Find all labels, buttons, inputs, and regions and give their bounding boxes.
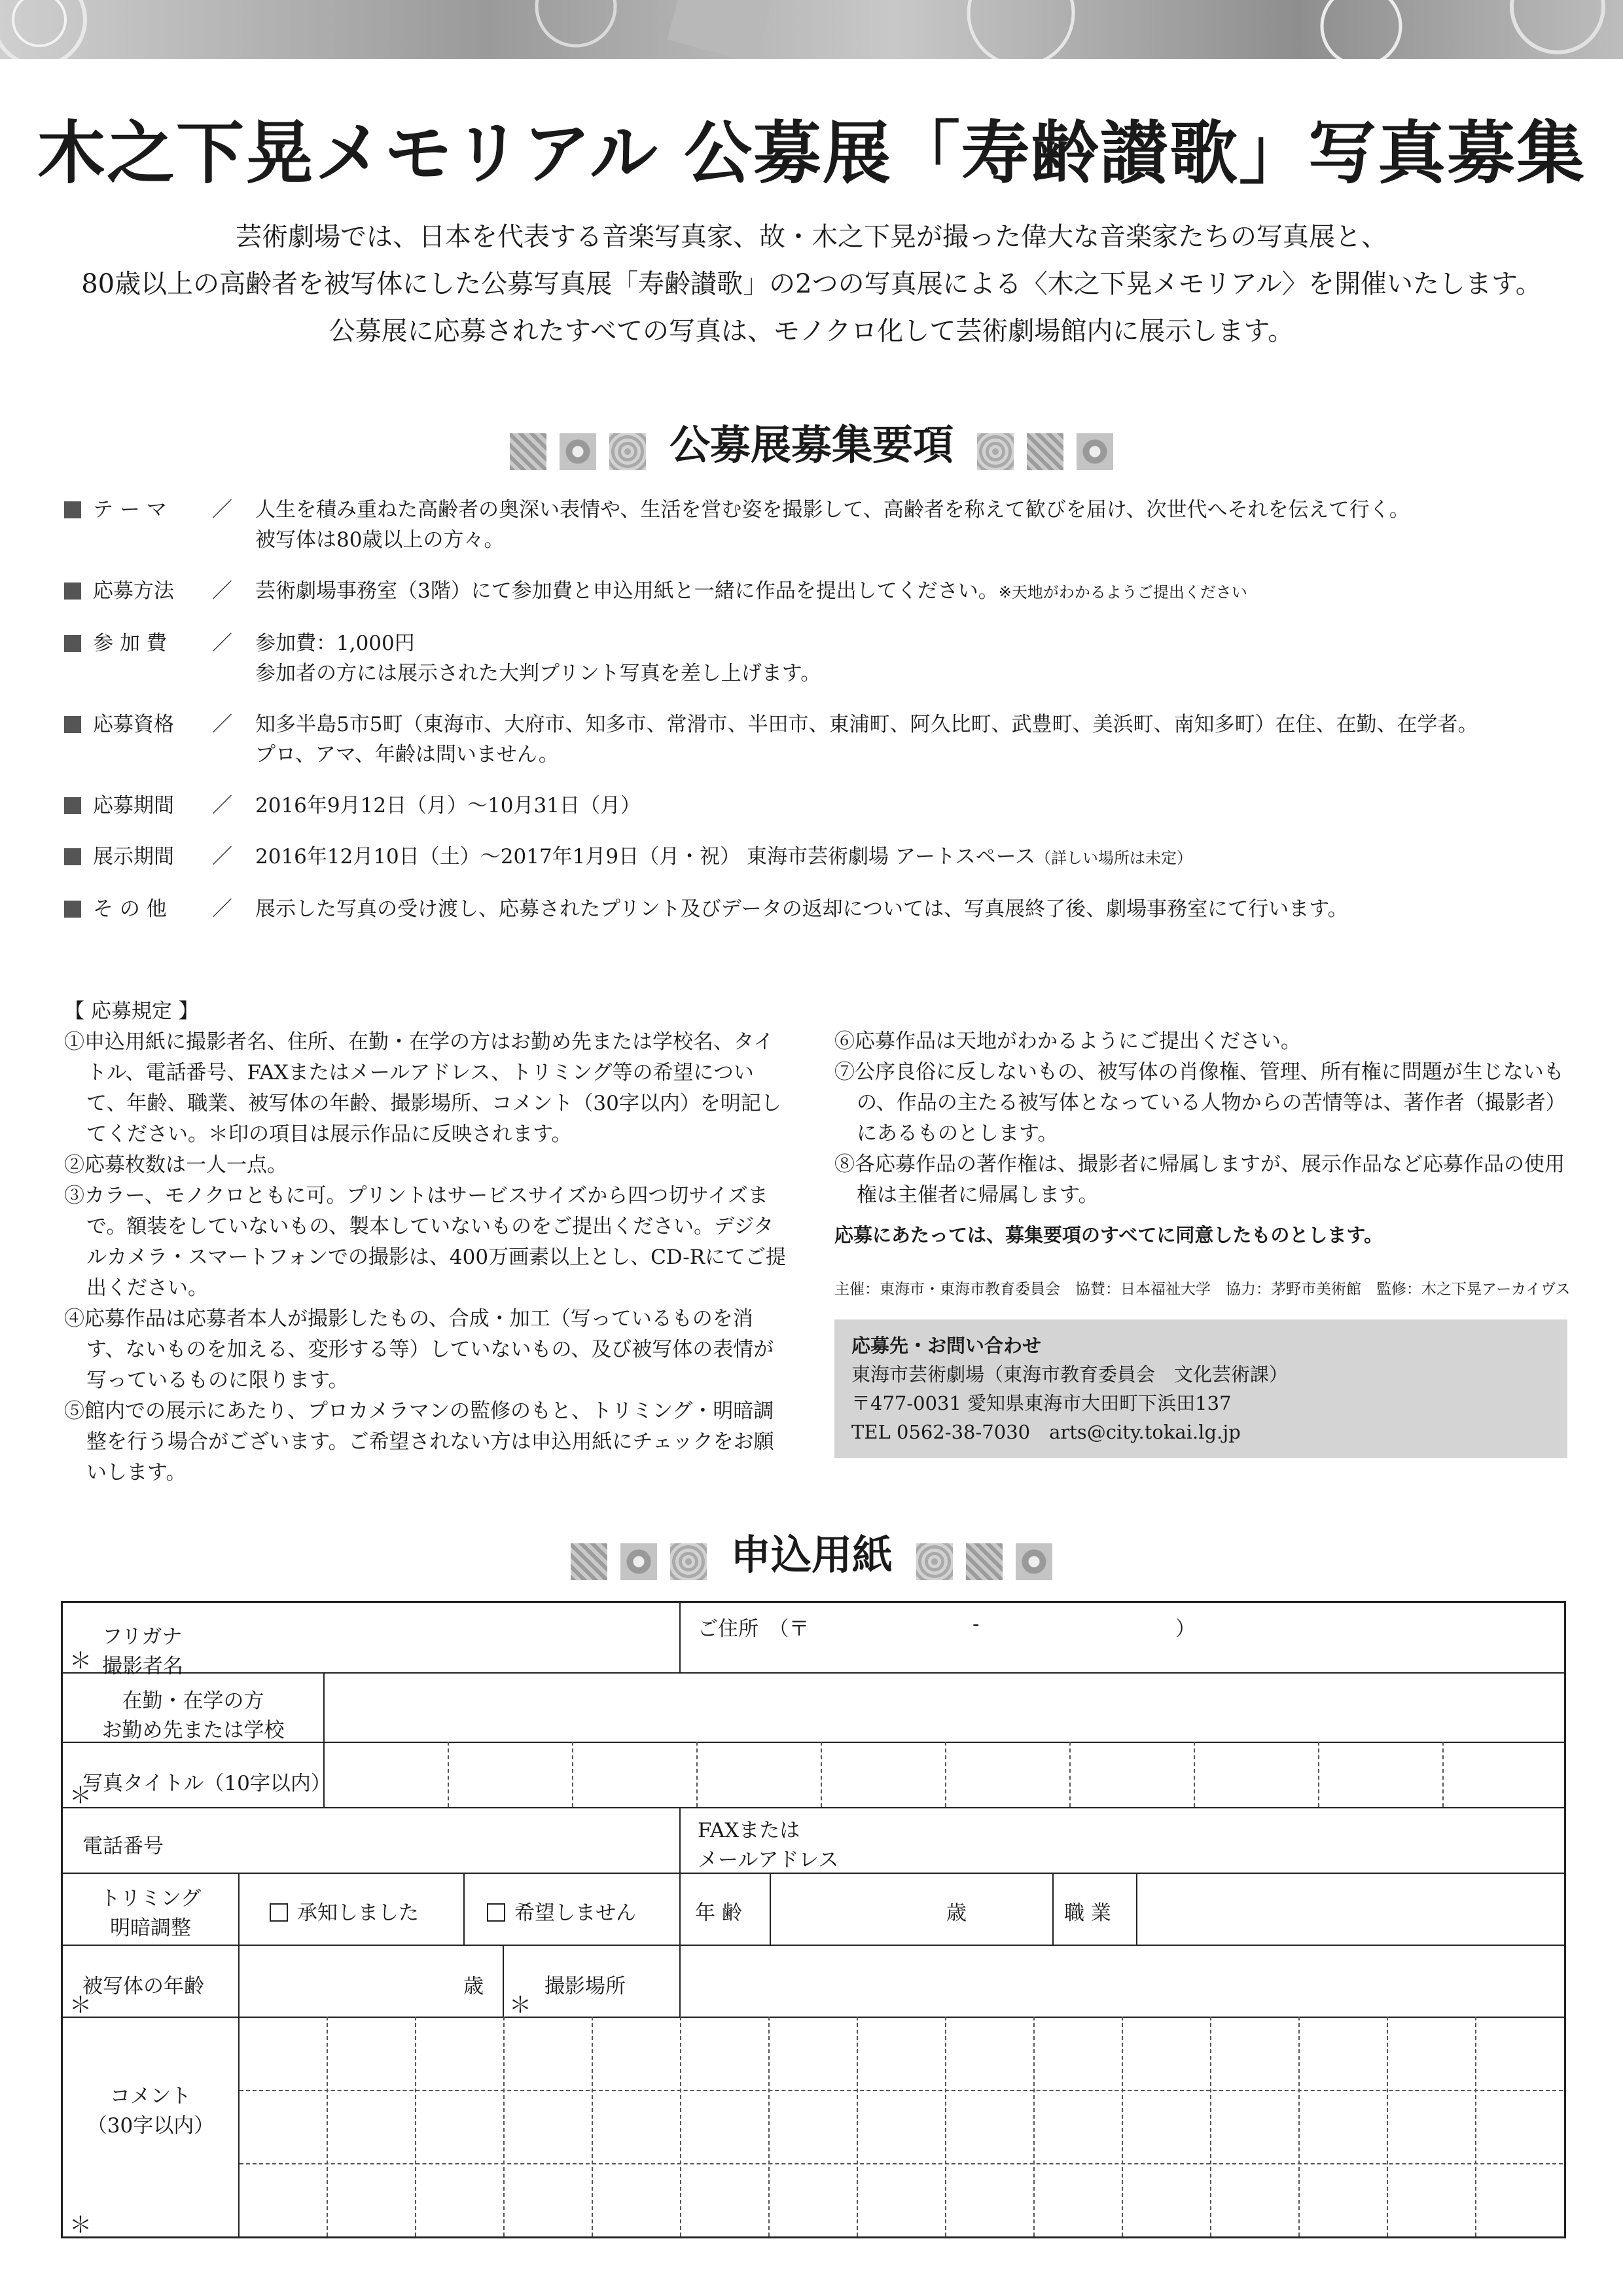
rule-item: ④応募作品は応募者本人が撮影したもの、合成・加工（写っているものを消す、ないものを加える、変形する等）していないもの、及び被写体の表情が写っているものに限ります。 bbox=[64, 1307, 774, 1392]
agree-checkbox[interactable] bbox=[270, 1896, 419, 1926]
job-field[interactable] bbox=[1137, 1873, 1563, 1945]
req-label: 参 加 費 bbox=[93, 632, 167, 655]
contact-line: TEL 0562-38-7030 arts@city.tokai.lg.jp bbox=[851, 1421, 1241, 1443]
requirements-heading bbox=[0, 419, 1623, 475]
decorative-banner bbox=[0, 0, 1623, 59]
requirements-list bbox=[64, 495, 1569, 945]
postal-dash: - bbox=[972, 1612, 980, 1636]
slash-separator: ／ bbox=[212, 579, 232, 603]
checkbox-icon[interactable] bbox=[270, 1903, 288, 1922]
rule-item: ⑦公序良俗に反しないもの、被写体の肖像権、管理、所有権に問題が生じないもの、作品の主たる被写体となっている人物からの苦情等は、著作者（撮影者）にあるものとします。 bbox=[834, 1060, 1566, 1145]
square-bullet-icon bbox=[64, 848, 81, 865]
rule-item: ⑧各応募作品の著作権は、撮影者に帰属しますが、展示作品など応募作品の使用権は主催者に帰属します。 bbox=[834, 1153, 1565, 1207]
asterisk-mark: ＊ bbox=[69, 1783, 92, 1809]
req-label: 展示期間 bbox=[93, 845, 174, 869]
fax-email-field[interactable] bbox=[914, 1807, 1561, 1873]
asterisk-mark: ＊ bbox=[69, 2212, 92, 2238]
age-label: 年 齢 bbox=[695, 1901, 742, 1925]
req-label: 応募資格 bbox=[93, 713, 174, 736]
slash-separator: ／ bbox=[212, 897, 232, 921]
req-exhibition bbox=[64, 842, 1569, 873]
contact-line: 東海市芸術劇場（東海市教育委員会 文化芸術課） bbox=[851, 1363, 1289, 1386]
contact-line: 〒477-0031 愛知県東海市大田町下浜田137 bbox=[851, 1392, 1232, 1414]
location-label: 撮影場所 bbox=[544, 1975, 626, 1998]
req-text: 被写体は80歳以上の方々。 bbox=[255, 528, 505, 552]
form-row-trimming bbox=[63, 1873, 1564, 1946]
square-bullet-icon bbox=[64, 901, 81, 918]
decorative-tiles-right bbox=[971, 422, 1120, 475]
rules-left-column bbox=[64, 996, 791, 1488]
req-note: ※天地がわかるようご提出ください bbox=[998, 583, 1247, 601]
email-label: メールアドレス bbox=[698, 1848, 839, 1872]
decorative-tiles-left bbox=[564, 1532, 713, 1585]
rule-item: ③カラー、モノクロともに可。プリントはサービスサイズから四つ切サイズまで。額装をしていないもの、製本していないものをご提出ください。デジタルカメラ・スマートフォンでの撮影は、400万画素以上とし、CD-Rにてご提出ください。 bbox=[64, 1184, 787, 1300]
photo-title-label: 写真タイトル（10字以内） bbox=[82, 1772, 331, 1795]
req-theme bbox=[64, 495, 1569, 555]
rule-item: ①申込用紙に撮影者名、住所、在勤・在学の方はお勤め先または学校名、タイトル、電話番号、FAXまたはメールアドレス、トリミング等の希望について、年齢、職業、被写体の年齢、撮影場所、コメント（30字以内）を明記してください。＊印の項目は展示作品に反映されます。 bbox=[64, 1030, 781, 1146]
req-text: 知多半島5市5町（東海市、大府市、知多市、常滑市、半田市、東浦町、阿久比町、武豊町、美浜町、南知多町）在住、在勤、在学者。 bbox=[255, 713, 1478, 736]
form-heading-text: 申込用紙 bbox=[730, 1531, 893, 1579]
req-note: （詳しい場所は未定） bbox=[1035, 849, 1193, 867]
form-row-workplace bbox=[63, 1672, 1564, 1743]
req-text: プロ、アマ、年齢は問いません。 bbox=[255, 743, 559, 766]
req-method bbox=[64, 576, 1569, 607]
form-row-subject bbox=[63, 1945, 1564, 2018]
decorative-tiles-right bbox=[910, 1532, 1059, 1585]
photo-title-field[interactable] bbox=[325, 1742, 1561, 1807]
workplace-label-2: お勤め先または学校 bbox=[101, 1719, 285, 1742]
decorative-tiles-left bbox=[503, 422, 652, 475]
slash-separator: ／ bbox=[212, 794, 232, 817]
address-label: ご住所 （〒 bbox=[698, 1617, 810, 1641]
contact-heading: 応募先・お問い合わせ bbox=[851, 1335, 1042, 1357]
rules-heading: 【 応募規定 】 bbox=[64, 999, 199, 1023]
job-label: 職 業 bbox=[1064, 1901, 1111, 1925]
workplace-label: 在勤・在学の方 bbox=[122, 1689, 264, 1713]
req-text: 参加者の方には展示された大判プリント写真を差し上げます。 bbox=[255, 662, 821, 685]
req-period bbox=[64, 791, 1569, 821]
form-row-comment bbox=[63, 2017, 1564, 2236]
asterisk-mark: ＊ bbox=[69, 1992, 92, 2018]
rules-right-column bbox=[834, 1026, 1571, 1458]
req-text: 展示した写真の受け渡し、応募されたプリント及びデータの返却については、写真展終了後、劇場事務室にて行います。 bbox=[255, 897, 1348, 921]
form-row-photo-title bbox=[63, 1742, 1564, 1808]
phone-label: 電話番号 bbox=[82, 1835, 164, 1858]
flower-pattern-image bbox=[0, 0, 1623, 59]
age-unit: 歳 bbox=[946, 1901, 967, 1925]
form-row-phone bbox=[63, 1807, 1564, 1874]
req-text: 2016年12月10日（土）～2017年1月9日（月・祝） 東海市芸術劇場 アートスペース bbox=[255, 845, 1036, 869]
trimming-label: トリミング bbox=[99, 1887, 202, 1910]
agreement-note: 応募にあたっては、募集要項のすべてに同意したものとします。 bbox=[834, 1224, 1383, 1246]
intro-text bbox=[0, 213, 1623, 355]
intro-line: 芸術劇場では、日本を代表する音楽写真家、故・木之下晃が撮った偉大な音楽家たちの写真展と、 bbox=[236, 222, 1387, 252]
address-field[interactable] bbox=[698, 1612, 1548, 1641]
agree-option-label: 承知しました bbox=[297, 1901, 419, 1925]
decline-option-label: 希望しません bbox=[514, 1901, 636, 1925]
postal-close: ） bbox=[1175, 1617, 1196, 1641]
subject-age-label: 被写体の年齢 bbox=[82, 1975, 204, 1998]
furigana-label: フリガナ bbox=[102, 1625, 183, 1649]
req-text: 参加費：1,000円 bbox=[255, 632, 415, 655]
form-row-name bbox=[63, 1603, 1564, 1678]
slash-separator: ／ bbox=[212, 498, 232, 522]
checkbox-icon[interactable] bbox=[487, 1903, 505, 1922]
slash-separator: ／ bbox=[212, 713, 232, 736]
brightness-label: 明暗調整 bbox=[110, 1916, 191, 1940]
req-text: 2016年9月12日（月）～10月31日（月） bbox=[255, 794, 641, 817]
req-label: テ ー マ bbox=[93, 498, 167, 522]
req-text: 芸術劇場事務室（3階）にて参加費と申込用紙と一緒に作品を提出してください。 bbox=[255, 579, 999, 603]
location-field[interactable] bbox=[681, 1945, 1563, 2017]
comment-label: コメント bbox=[110, 2085, 191, 2108]
square-bullet-icon bbox=[64, 797, 81, 814]
sponsors-line: 主催：東海市・東海市教育委員会 協賛：日本福祉大学 協力：茅野市美術館 監修：木之下晃アーカイヴス bbox=[834, 1281, 1571, 1298]
slash-separator: ／ bbox=[212, 632, 232, 655]
slash-separator: ／ bbox=[212, 845, 232, 869]
contact-box bbox=[834, 1319, 1567, 1458]
subject-age-field[interactable] bbox=[240, 1945, 501, 2017]
intro-line: 80歳以上の高齢者を被写体にした公募写真展「寿齢讃歌」の2つの写真展による〈木之下晃メモリアル〉を開催いたします。 bbox=[81, 269, 1542, 299]
name-label: 撮影者名 bbox=[102, 1655, 183, 1678]
rule-item: ⑤館内での展示にあたり、プロカメラマンの監修のもと、トリミング・明暗調整を行う場合がございます。ご希望されない方は申込用紙にチェックをお願いします。 bbox=[64, 1399, 774, 1484]
asterisk-mark: ＊ bbox=[69, 1648, 92, 1674]
workplace-field[interactable] bbox=[325, 1672, 1561, 1742]
square-bullet-icon bbox=[64, 635, 81, 652]
req-other bbox=[64, 894, 1569, 924]
form-heading bbox=[0, 1529, 1623, 1585]
req-label: 応募期間 bbox=[93, 794, 174, 817]
age-field[interactable] bbox=[771, 1873, 1052, 1945]
req-eligibility bbox=[64, 709, 1569, 770]
decline-checkbox[interactable] bbox=[487, 1896, 636, 1926]
phone-field[interactable] bbox=[194, 1807, 678, 1873]
comment-field[interactable] bbox=[240, 2017, 1563, 2236]
requirements-heading-text: 公募展募集要項 bbox=[669, 421, 954, 469]
comment-limit-label: （30字以内） bbox=[86, 2114, 215, 2138]
square-bullet-icon bbox=[64, 583, 81, 600]
rule-item: ⑥応募作品は天地がわかるようにご提出ください。 bbox=[834, 1030, 1301, 1053]
req-label: そ の 他 bbox=[93, 897, 167, 921]
subject-age-unit: 歳 bbox=[463, 1975, 484, 1998]
page-title: 木之下晃メモリアル 公募展「寿齢讃歌」写真募集 bbox=[37, 113, 1586, 193]
square-bullet-icon bbox=[64, 501, 81, 518]
application-form bbox=[61, 1601, 1566, 2238]
req-fee bbox=[64, 628, 1569, 689]
req-label: 応募方法 bbox=[93, 579, 174, 603]
req-text: 人生を積み重ねた高齢者の奥深い表情や、生活を営む姿を撮影して、高齢者を称えて歓びを届け、次世代へそれを伝えて行く。 bbox=[255, 498, 1410, 522]
fax-label: FAXまたは bbox=[698, 1819, 800, 1842]
square-bullet-icon bbox=[64, 716, 81, 733]
asterisk-mark: ＊ bbox=[509, 1992, 531, 2018]
rule-item: ②応募枚数は一人一点。 bbox=[64, 1153, 287, 1177]
intro-line: 公募展に応募されたすべての写真は、モノクロ化して芸術劇場館内に展示します。 bbox=[329, 316, 1294, 346]
